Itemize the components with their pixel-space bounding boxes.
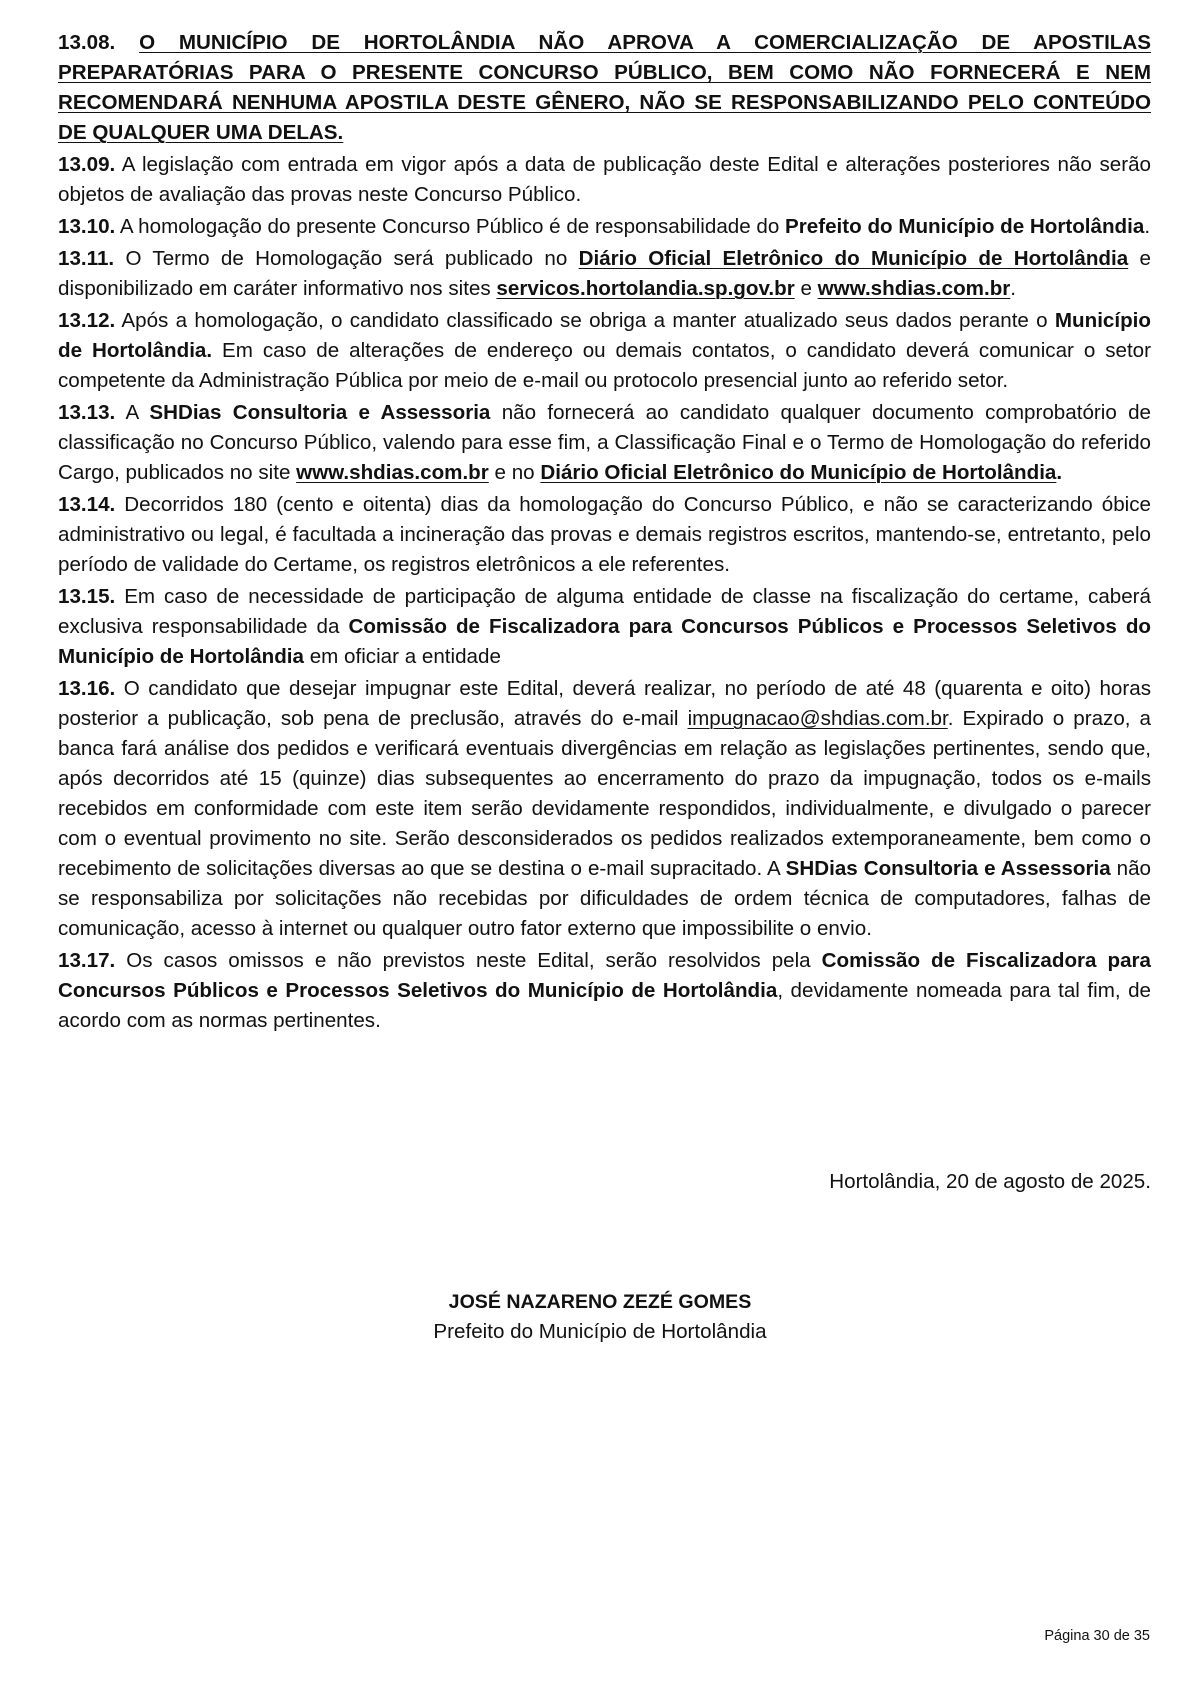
item-text: Em caso de necessidade de participação de alguma entidade de classe na fiscalização do certame, caberá exclusiva responsabilidade da bbox=[58, 585, 1151, 638]
item-number: 13.16. bbox=[58, 677, 116, 700]
shdias-site-link[interactable]: www.shdias.com.br bbox=[817, 277, 1011, 300]
item-text: Após a homologação, o candidato classificado se obriga a manter atualizado seus dados perante o bbox=[121, 309, 1048, 332]
item-text: Em caso de alterações de endereço ou demais contatos, o candidato deverá comunicar o setor competente da Administração Pública por meio de e-mail ou protocolo presencial junto ao referido setor. bbox=[58, 339, 1151, 392]
item-text: não se responsabiliza por solicitações não recebidas por dificuldades de ordem técnica de computadores, falhas de comunicação, acesso à internet ou qualquer outro fator externo que impossibilite o envio. bbox=[58, 857, 1152, 940]
item-13-11 bbox=[58, 244, 1151, 304]
item-bold-text: SHDias Consultoria e Assessoria bbox=[785, 857, 1111, 880]
item-number: 13.12. bbox=[58, 309, 116, 332]
item-text: e disponibilizado em caráter informativo nos sites bbox=[58, 247, 1151, 300]
page-number: Página 30 de 35 bbox=[1044, 1628, 1150, 1644]
item-text: O MUNICÍPIO DE HORTOLÂNDIA NÃO APROVA A COMERCIALIZAÇÃO DE APOSTILAS PREPARATÓRIAS PARA O PRESENTE CONCURSO PÚBLICO, BEM COMO NÃO FORNECERÁ E NEM RECOMENDARÁ NENHUMA APOSTILA DESTE GÊNERO, NÃO SE RESPONSABILIZANDO PELO CONTEÚDO DE QUALQUER UMA DELAS. bbox=[58, 31, 1151, 144]
item-13-12 bbox=[58, 306, 1151, 396]
item-text: , devidamente nomeada para tal fim, de acordo com as normas pertinentes. bbox=[58, 979, 1151, 1032]
item-text: A homologação do presente Concurso Público é de responsabilidade do bbox=[119, 215, 780, 238]
item-bold-text: SHDias Consultoria e Assessoria bbox=[149, 401, 491, 424]
item-13-15 bbox=[58, 582, 1151, 672]
item-text: em oficiar a entidade bbox=[309, 645, 501, 668]
item-13-16 bbox=[58, 674, 1151, 944]
item-13-08 bbox=[58, 28, 1151, 148]
diario-oficial-link[interactable]: Diário Oficial Eletrônico do Município de Hortolândia bbox=[540, 461, 1057, 484]
item-bold-text: Comissão de Fiscalizadora para Concursos Públicos e Processos Seletivos do Município de Hortolândia bbox=[58, 949, 1151, 1002]
item-text: . bbox=[1056, 461, 1063, 484]
item-number: 13.17. bbox=[58, 949, 116, 972]
prefeitura-site-link[interactable]: servicos.hortolandia.sp.gov.br bbox=[496, 277, 795, 300]
item-text: O candidato que desejar impugnar este Edital, deverá realizar, no período de até 48 (quarenta e oito) horas posterior a publicação, sob pena de preclusão, através do e-mail bbox=[58, 677, 1151, 730]
item-bold-text: Prefeito do Município de Hortolândia bbox=[785, 215, 1145, 238]
item-number: 13.14. bbox=[58, 493, 116, 516]
item-text: Os casos omissos e não previstos neste Edital, serão resolvidos pela bbox=[126, 949, 811, 972]
item-number: 13.13. bbox=[58, 401, 116, 424]
item-text: O Termo de Homologação será publicado no bbox=[125, 247, 568, 270]
signature-block bbox=[0, 1287, 1200, 1347]
item-text: . Expirado o prazo, a banca fará análise dos pedidos e verificará eventuais divergências em relação as legislações pertinentes, sendo que, após decorridos até 15 (quinze) dias subsequentes ao encerramento do prazo da impugnação, todos os e-mails recebidos em conformidade com este item serão devidamente respondidos, individualmente, e divulgado o parecer com o eventual provimento no site. Serão desconsiderados os pedidos realizados extemporaneamente, bem como o recebimento de solicitações diversas ao que se destina o e-mail supracitado. A bbox=[58, 707, 1152, 880]
item-number: 13.11. bbox=[58, 247, 115, 270]
document-body bbox=[58, 28, 1151, 1038]
item-bold-text: Comissão de Fiscalizadora para Concursos Públicos e Processos Seletivos do Município de Hortolândia bbox=[58, 615, 1151, 668]
item-bold-text: Município de Hortolândia. bbox=[58, 309, 1151, 362]
item-text: . bbox=[1010, 277, 1017, 300]
item-number: 13.15. bbox=[58, 585, 116, 608]
item-13-09 bbox=[58, 150, 1151, 210]
date-line: Hortolândia, 20 de agosto de 2025. bbox=[829, 1170, 1151, 1193]
item-number: 13.09. bbox=[58, 153, 116, 176]
item-13-10 bbox=[58, 212, 1151, 242]
item-13-14 bbox=[58, 490, 1151, 580]
signatory-title: Prefeito do Município de Hortolândia bbox=[433, 1320, 767, 1343]
signatory-name: JOSÉ NAZARENO ZEZÉ GOMES bbox=[448, 1291, 752, 1313]
item-text: A legislação com entrada em vigor após a data de publicação deste Edital e alterações posteriores não serão objetos de avaliação das provas neste Concurso Público. bbox=[58, 153, 1151, 206]
impugnacao-email-link[interactable]: impugnacao@shdias.com.br bbox=[687, 707, 948, 730]
item-number: 13.08. bbox=[58, 31, 116, 54]
item-number: 13.10. bbox=[58, 215, 116, 238]
item-13-17 bbox=[58, 946, 1151, 1036]
item-text: e no bbox=[494, 461, 535, 484]
diario-oficial-link[interactable]: Diário Oficial Eletrônico do Município de Hortolândia bbox=[578, 247, 1129, 270]
item-text: . bbox=[1144, 215, 1151, 238]
item-text: A bbox=[125, 401, 139, 424]
item-13-13 bbox=[58, 398, 1151, 488]
item-text: Decorridos 180 (cento e oitenta) dias da homologação do Concurso Público, e não se caracterizando óbice administrativo ou legal, é facultada a incineração das provas e demais registros escritos, mantendo-se, entretanto, pelo período de validade do Certame, os registros eletrônicos a ele referentes. bbox=[58, 493, 1151, 576]
item-text: não fornecerá ao candidato qualquer documento comprobatório de classificação no Concurso Público, valendo para esse fim, a Classificação Final e o Termo de Homologação do referido Cargo, publicados no site bbox=[58, 401, 1151, 484]
shdias-site-link[interactable]: www.shdias.com.br bbox=[296, 461, 489, 484]
item-text: e bbox=[800, 277, 812, 300]
